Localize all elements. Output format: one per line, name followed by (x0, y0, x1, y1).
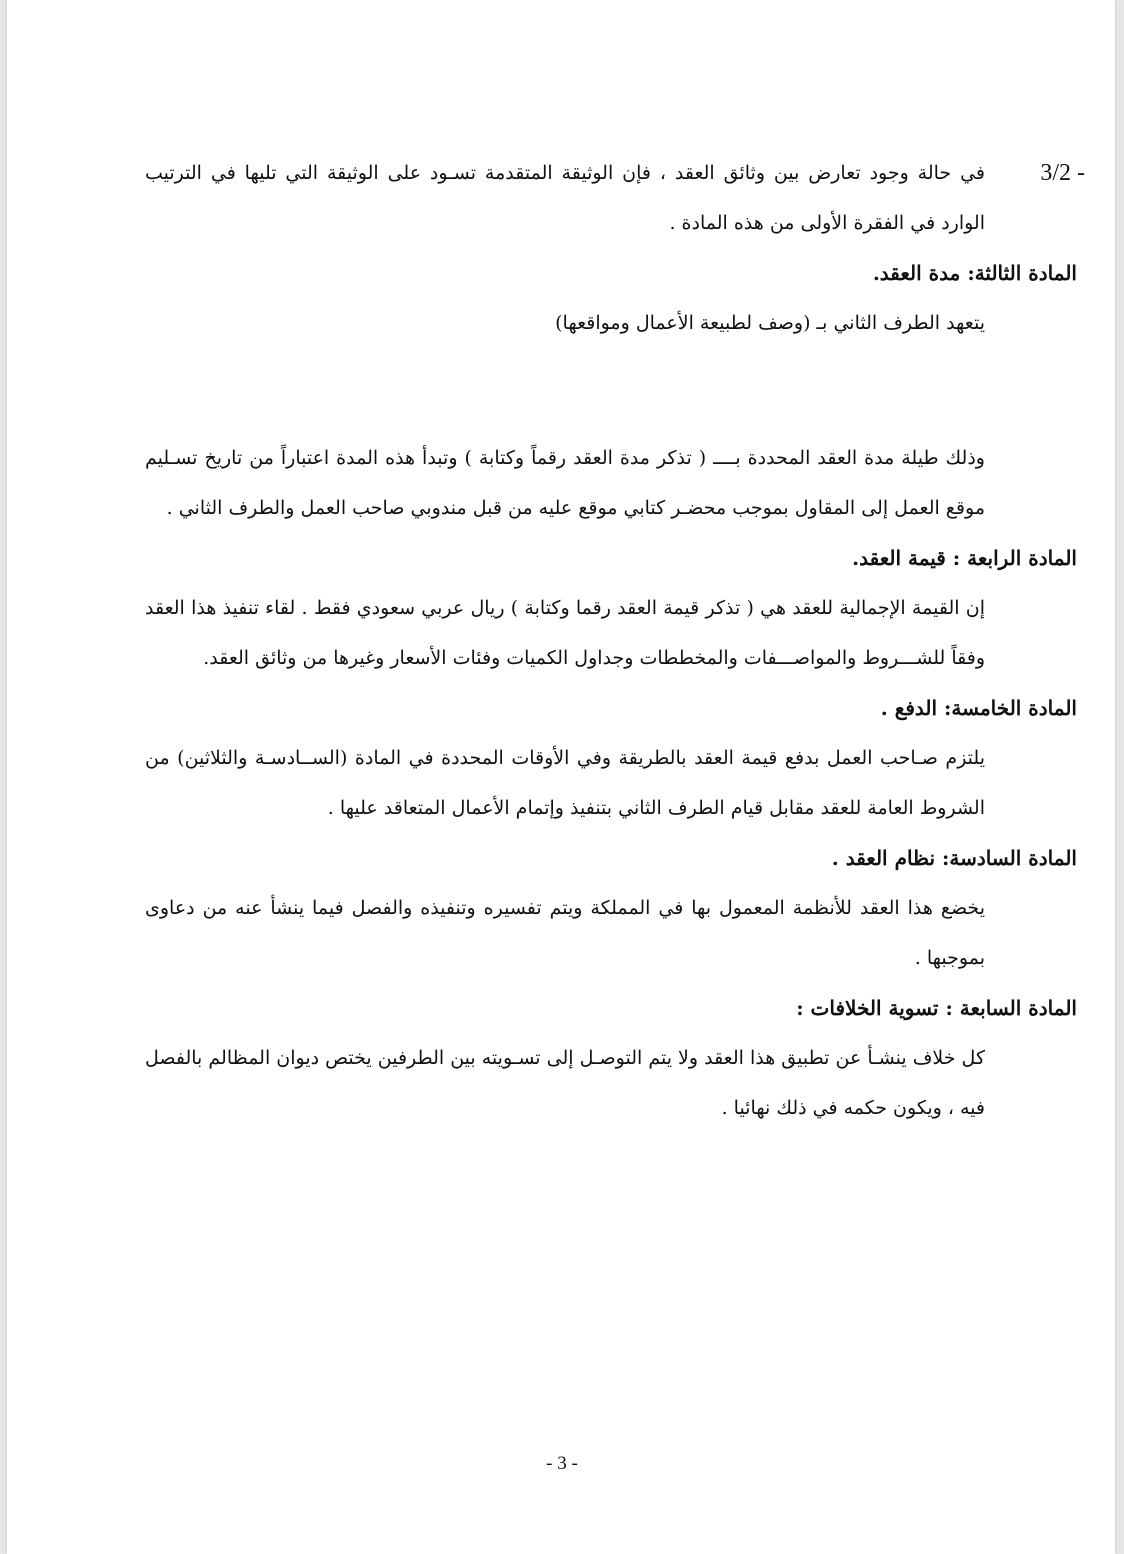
article-7-heading: المادة السابعة : تسوية الخلافات : (796, 996, 1077, 1020)
article-6-paragraph: يخضع هذا العقد للأنظمة المعمول بها في المملكة ويتم تفسيره وتنفيذه والفصل فيما ينشأ عنه من دعاوى بموجبها . (145, 897, 985, 969)
article-5-paragraph: يلتزم صـاحب العمل بدفع قيمة العقد بالطريقة وفي الأوقات المحددة في المادة (الســادسـة والثلاثين) من الشروط العامة للعقد مقابل قيام الطرف الثاني بتنفيذ وإتمام الأعمال المتعاقد عليها . (145, 747, 985, 819)
article-4-paragraph: إن القيمة الإجمالية للعقد هي ( تذكر قيمة العقد رقما وكتابة ) ريال عربي سعودي فقط . لقاء تنفيذ هذا العقد وفقاً للشـــروط والمواصـــفات والمخططات وجداول الكميات وفئات الأسعار وغيرها من وثائق العقد. (145, 597, 985, 669)
article-3-heading: المادة الثالثة: مدة العقد. (872, 261, 1077, 285)
document-body (145, 148, 1085, 1133)
page-number: - 3 - (546, 1453, 578, 1474)
clause-text: في حالة وجود تعارض بين وثائق العقد ، فإن الوثيقة المتقدمة تسـود على الوثيقة التي تليها في الترتيب الوارد في الفقرة الأولى من هذه المادة . (145, 162, 985, 234)
article-7-paragraph: كل خلاف ينشـأ عن تطبيق هذا العقد ولا يتم التوصـل إلى تسـويته بين الطرفين يختص ديوان المظالم بالفصل فيه ، ويكون حكمه في ذلك نهائيا . (145, 1047, 985, 1119)
article-3-paragraph-1: يتعهد الطرف الثاني بـ (وصف لطبيعة الأعمال ومواقعها) (555, 312, 985, 334)
article-6-heading: المادة السادسة: نظام العقد . (831, 846, 1077, 870)
document-page (7, 0, 1115, 1554)
clause-number: 3/2 - (1040, 160, 1085, 186)
clause-3-2 (145, 148, 1085, 248)
article-5-heading: المادة الخامسة: الدفع . (880, 696, 1077, 720)
article-3-paragraph-2: وذلك طيلة مدة العقد المحددة بــــ ( تذكر مدة العقد رقماً وكتابة ) وتبدأ هذه المدة اعتباراً من تاريخ تسـليم موقع العمل إلى المقاول بموجب محضـر كتابي موقع عليه من قبل مندوبي صاحب العمل والطرف الثاني . (145, 447, 985, 519)
blank-space (145, 348, 985, 433)
article-4-heading: المادة الرابعة : قيمة العقد. (852, 546, 1077, 570)
